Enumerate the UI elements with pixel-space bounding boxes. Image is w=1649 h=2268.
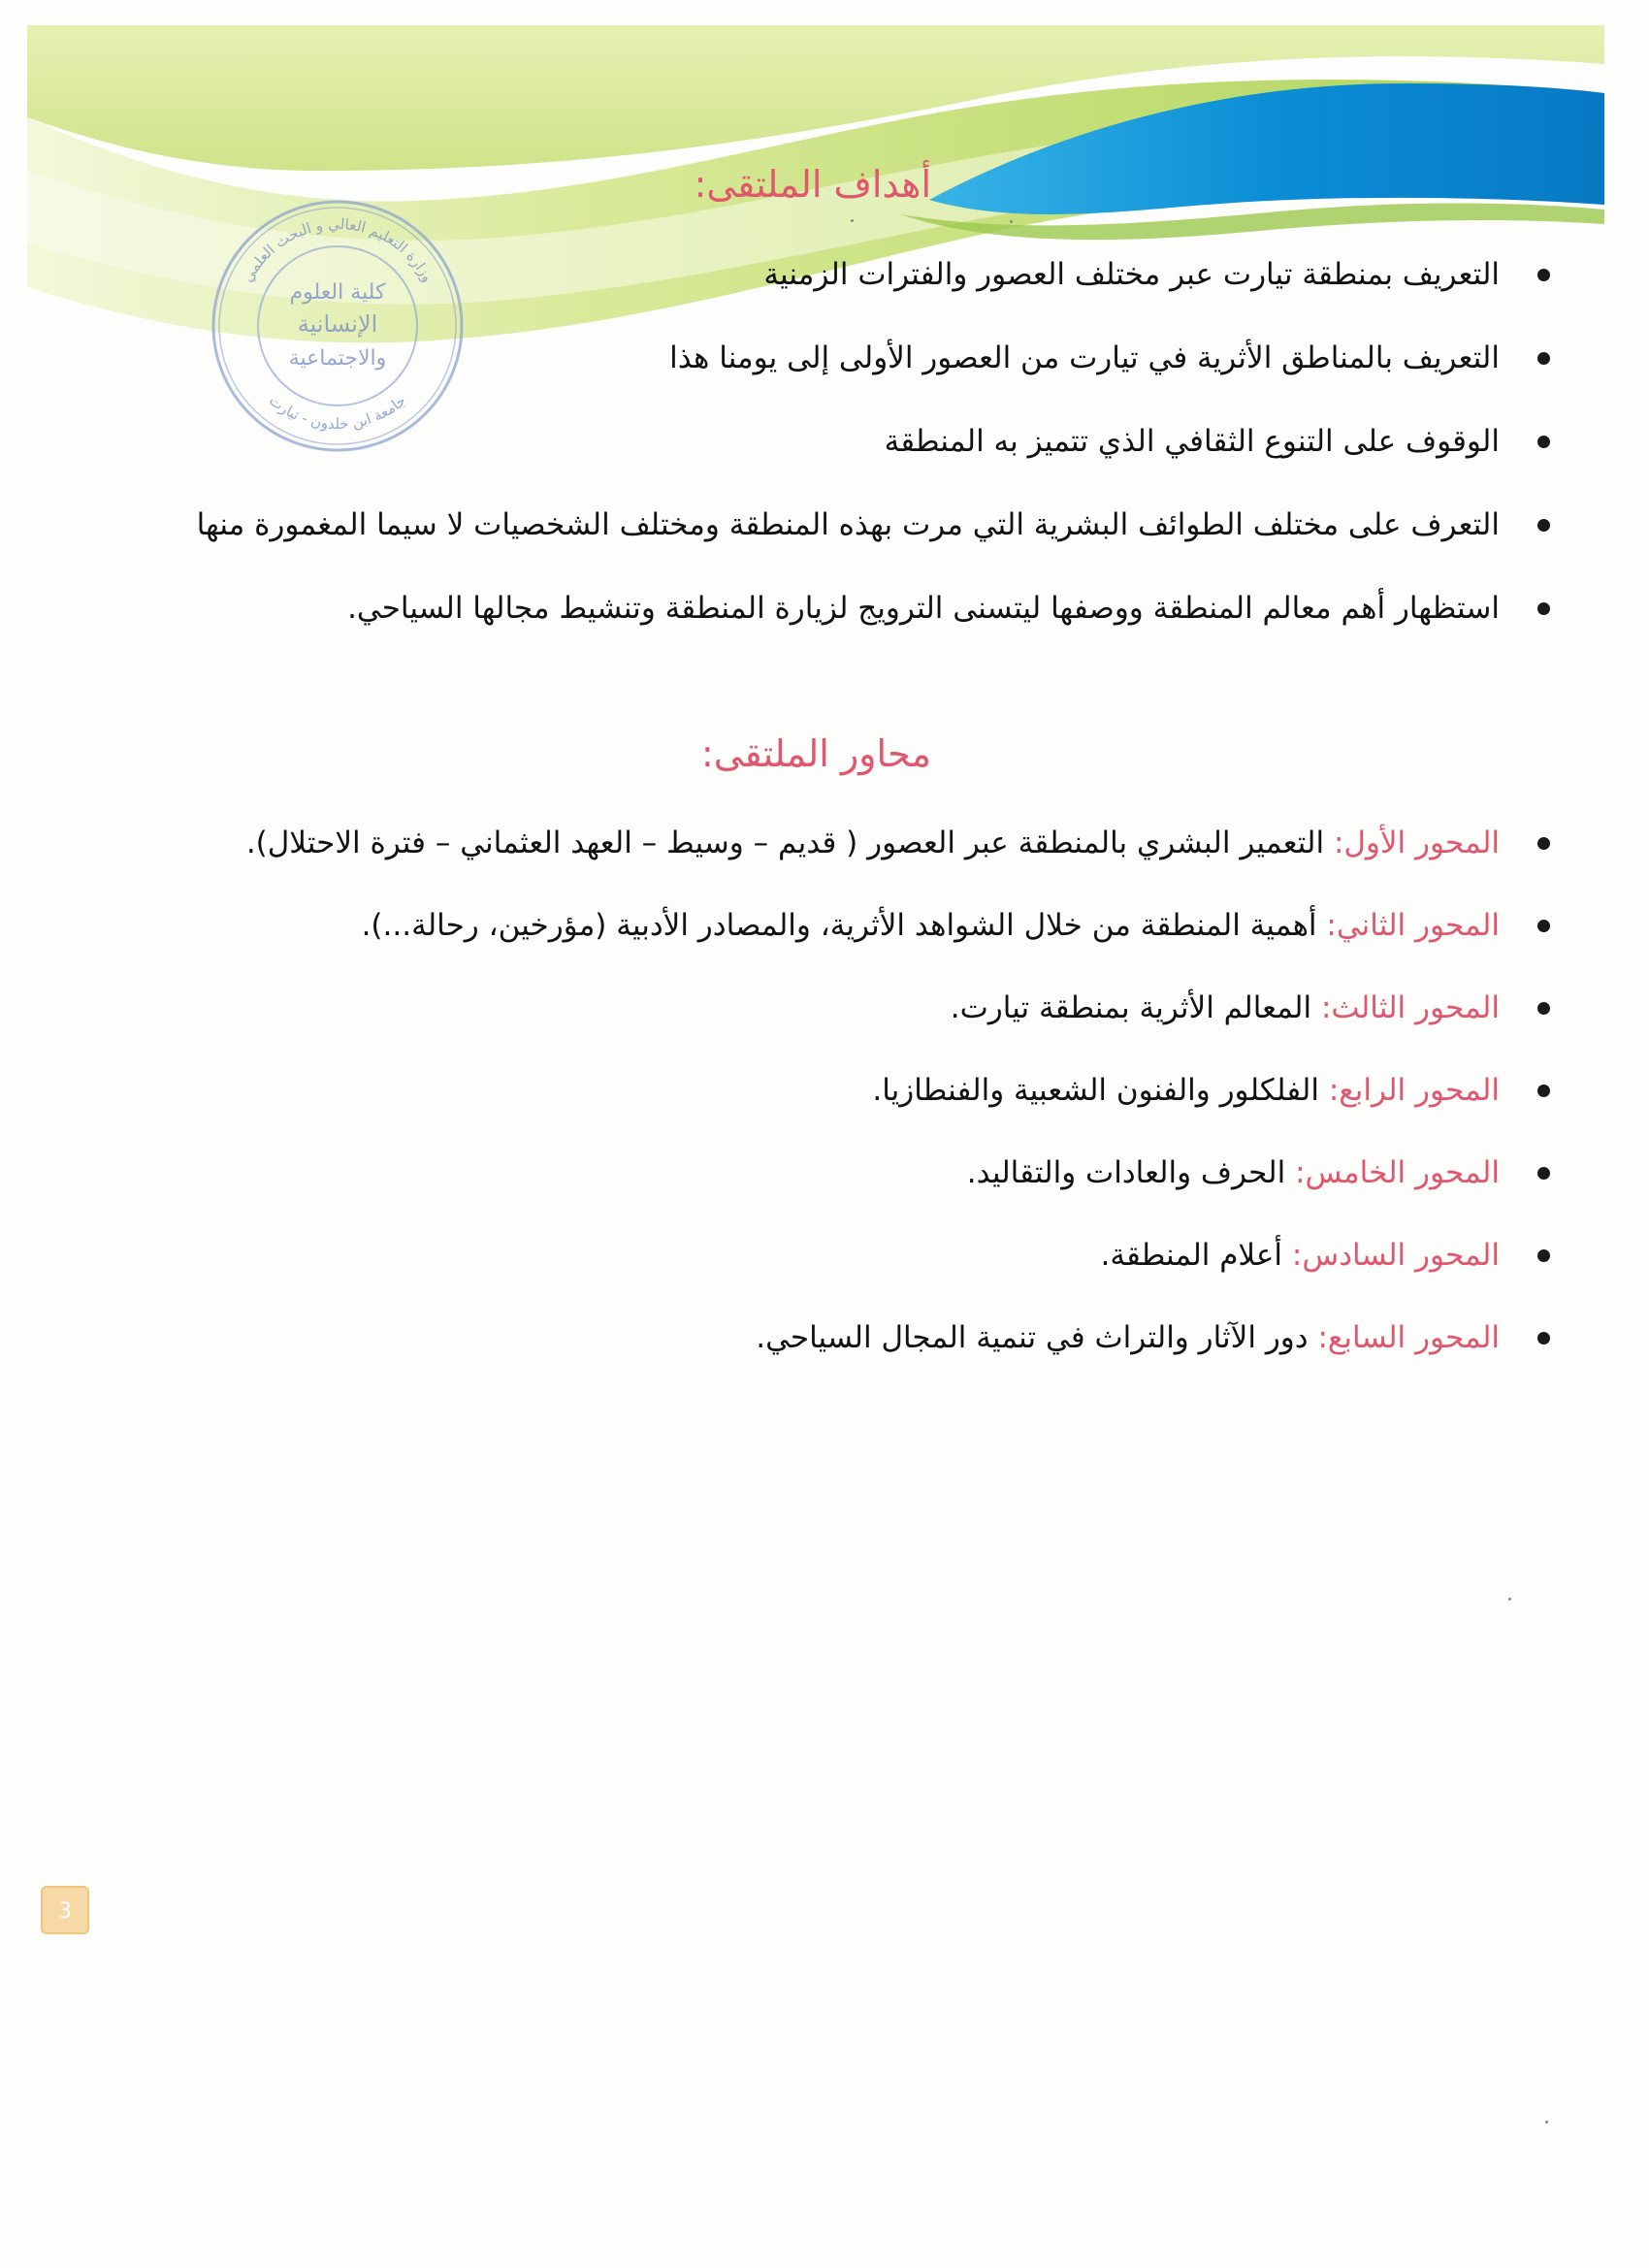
stamp-line-2: الإنسانية xyxy=(297,310,378,338)
bullet-icon xyxy=(1537,1002,1550,1015)
bullet-icon xyxy=(1537,269,1550,281)
list-item xyxy=(246,823,1550,905)
goals-heading: أهداف الملتقى: xyxy=(694,163,931,206)
axis-text: دور الآثار والتراث في تنمية المجال السياحي. xyxy=(756,1320,1318,1355)
axes-list xyxy=(246,823,1550,1400)
list-item xyxy=(246,988,1550,1070)
goal-text: التعريف بمنطقة تيارت عبر مختلف العصور والفترات الزمنية xyxy=(763,257,1500,292)
axis-text: المعالم الأثرية بمنطقة تيارت. xyxy=(950,990,1321,1025)
list-item xyxy=(246,1317,1550,1400)
scan-speck xyxy=(851,219,854,222)
goal-text: استظهار أهم معالم المنطقة ووصفها ليتسنى الترويج لزيارة المنطقة وتنشيط مجالها السياحي. xyxy=(347,591,1500,626)
axis-text: أعلام المنطقة. xyxy=(1100,1238,1292,1273)
axis-label: المحور الثاني: xyxy=(1326,908,1500,943)
scan-speck xyxy=(1010,220,1013,223)
goal-text: التعريف بالمناطق الأثرية في تيارت من العصور الأولى إلى يومنا هذا xyxy=(669,340,1500,375)
page-number: 3 xyxy=(41,1886,89,1934)
axes-heading: محاور الملتقى: xyxy=(700,732,931,775)
axis-label: المحور الأول: xyxy=(1333,826,1500,860)
list-item xyxy=(197,588,1550,671)
list-item xyxy=(197,338,1550,421)
bullet-icon xyxy=(1537,1085,1550,1097)
bullet-icon xyxy=(1537,352,1550,365)
axis-label: المحور الخامس: xyxy=(1295,1155,1500,1190)
bullet-icon xyxy=(1537,519,1550,532)
scan-speck xyxy=(1508,1598,1511,1601)
list-item xyxy=(197,421,1550,504)
bullet-icon xyxy=(1537,1332,1550,1345)
stamp-ring-bottom-text: جامعة ابن خلدون - تيارت xyxy=(265,391,410,434)
axis-text: الفلكلور والفنون الشعبية والفنطازيا. xyxy=(872,1073,1329,1108)
stamp-line-3: والاجتماعية xyxy=(288,346,387,371)
bullet-icon xyxy=(1537,1167,1550,1180)
axis-text: الحرف والعادات والتقاليد. xyxy=(966,1155,1296,1190)
goal-text: التعرف على مختلف الطوائف البشرية التي مرت بهذه المنطقة ومختلف الشخصيات لا سيما المغمورة منها xyxy=(196,507,1500,542)
list-item xyxy=(246,905,1550,988)
bullet-icon xyxy=(1537,837,1550,850)
axis-label: المحور الثالث: xyxy=(1320,990,1500,1025)
bullet-icon xyxy=(1537,920,1550,932)
goals-list xyxy=(197,254,1550,671)
axis-label: المحور السادس: xyxy=(1291,1238,1500,1273)
axis-text: أهمية المنطقة من خلال الشواهد الأثرية، والمصادر الأدبية (مؤرخين، رحالة...). xyxy=(361,908,1327,943)
list-item xyxy=(246,1152,1550,1235)
stamp-ring-top-text: وزارة التعليم العالي و البحث العلمي xyxy=(238,214,437,285)
stamp-line-1: كلية العلوم xyxy=(289,280,386,305)
bullet-icon xyxy=(1537,1249,1550,1262)
bullet-icon xyxy=(1537,602,1550,615)
list-item xyxy=(197,254,1550,338)
list-item xyxy=(197,504,1550,588)
goal-text: الوقوف على التنوع الثقافي الذي تتميز به المنطقة xyxy=(884,424,1500,459)
axis-label: المحور الرابع: xyxy=(1328,1073,1500,1108)
axis-label: المحور السابع: xyxy=(1317,1320,1500,1355)
axis-text: التعمير البشري بالمنطقة عبر العصور ( قديم – وسيط – العهد العثماني – فترة الاحتلال). xyxy=(245,826,1334,860)
list-item xyxy=(246,1070,1550,1152)
scan-speck xyxy=(1545,2121,1548,2123)
bullet-icon xyxy=(1537,436,1550,448)
list-item xyxy=(246,1235,1550,1317)
